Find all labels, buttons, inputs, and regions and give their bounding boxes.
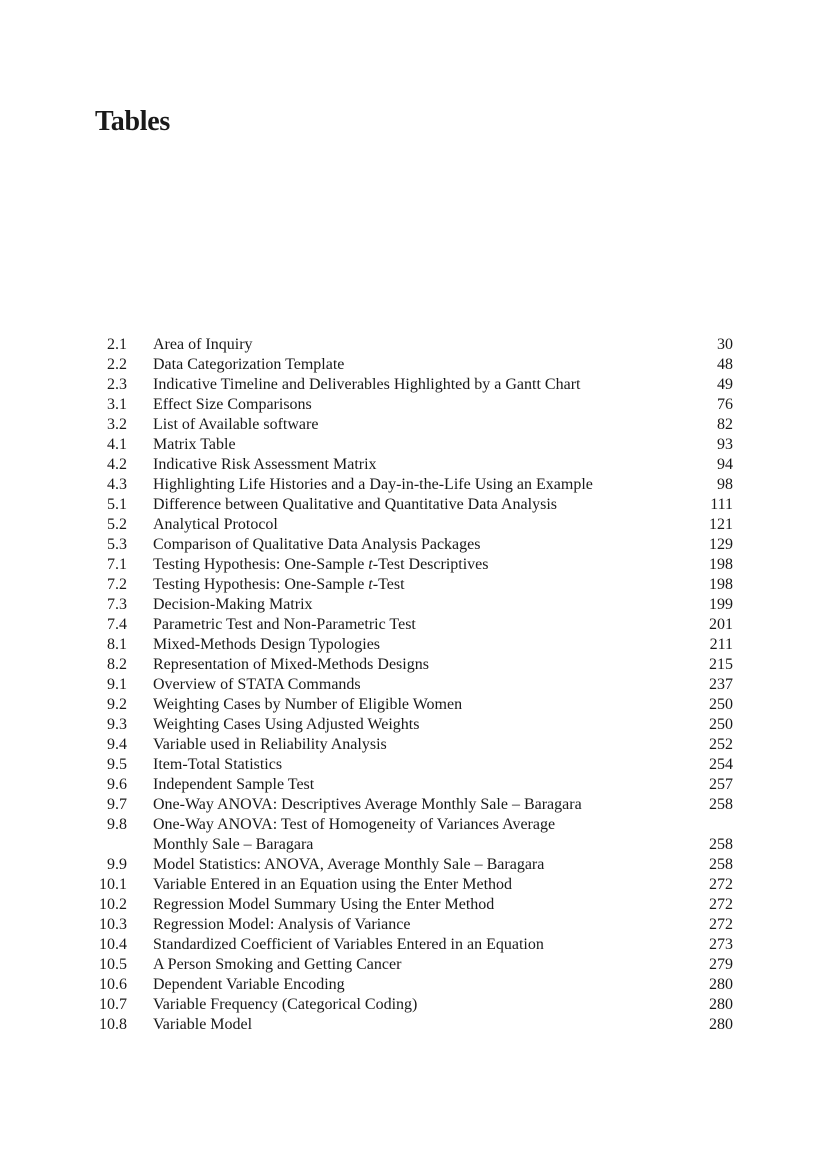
table-title: Indicative Risk Assessment Matrix: [153, 456, 377, 473]
table-title: Overview of STATA Commands: [153, 676, 361, 693]
table-number: 10.3: [99, 916, 127, 933]
table-number: 5.2: [107, 516, 127, 533]
table-title: Difference between Qualitative and Quantitative Data Analysis: [153, 496, 557, 513]
table-number: 9.8: [107, 816, 127, 833]
table-title: A Person Smoking and Getting Cancer: [153, 956, 402, 973]
list-item: [88, 415, 733, 435]
list-item: [88, 335, 733, 355]
list-item: [88, 935, 733, 955]
table-title: Data Categorization Template: [153, 356, 345, 373]
list-item: [88, 975, 733, 995]
table-number: 7.1: [107, 556, 127, 573]
list-item: [88, 515, 733, 535]
table-number: 5.1: [107, 496, 127, 513]
list-item: [88, 795, 733, 815]
table-number: 10.8: [99, 1016, 127, 1033]
page-number: 272: [709, 916, 733, 933]
table-title: Variable Model: [153, 1016, 253, 1033]
page-title: Tables: [95, 106, 170, 137]
table-title: Testing Hypothesis: One-Sample t-Test: [153, 576, 405, 593]
list-item: [88, 355, 733, 375]
page-number: 111: [710, 496, 733, 513]
list-item: [88, 675, 733, 695]
page-number: 254: [709, 756, 733, 773]
list-item: [88, 535, 733, 555]
table-list: [88, 335, 733, 1035]
list-item: [88, 615, 733, 635]
table-number: 10.2: [99, 896, 127, 913]
list-item: [88, 635, 733, 655]
page-number: 258: [709, 836, 733, 853]
page-number: 252: [709, 736, 733, 753]
list-item: [88, 775, 733, 795]
page-number: 30: [717, 336, 733, 353]
table-number: 9.1: [107, 676, 127, 693]
list-item: [88, 855, 733, 875]
table-title: Testing Hypothesis: One-Sample t-Test Descriptives: [153, 556, 489, 573]
table-number: 9.3: [107, 716, 127, 733]
table-title: Variable Frequency (Categorical Coding): [153, 996, 418, 1013]
table-number: 9.5: [107, 756, 127, 773]
list-item: [88, 375, 733, 395]
page-number: 215: [709, 656, 733, 673]
table-title: Dependent Variable Encoding: [153, 976, 345, 993]
list-item: [88, 435, 733, 455]
table-title: Decision-Making Matrix: [153, 596, 313, 613]
table-title: Analytical Protocol: [153, 516, 278, 533]
table-title: Mixed-Methods Design Typologies: [153, 636, 381, 653]
page-number: 211: [709, 636, 733, 653]
table-number: 10.6: [99, 976, 127, 993]
table-number: 10.1: [99, 876, 127, 893]
list-item: [88, 395, 733, 415]
table-title: Matrix Table: [153, 436, 236, 453]
table-number: 8.2: [107, 656, 127, 673]
table-title: Regression Model: Analysis of Variance: [153, 916, 411, 933]
table-number: 2.3: [107, 376, 127, 393]
page-number: 258: [709, 856, 733, 873]
list-item: [88, 495, 733, 515]
page-number: 201: [709, 616, 733, 633]
table-number: 9.9: [107, 856, 127, 873]
page-number: 121: [709, 516, 733, 533]
list-item: [88, 695, 733, 715]
table-title: One-Way ANOVA: Descriptives Average Monthly Sale – Baragara: [153, 796, 582, 813]
table-title: Weighting Cases Using Adjusted Weights: [153, 716, 420, 733]
table-number: 4.3: [107, 476, 127, 493]
table-number: 4.1: [107, 436, 127, 453]
table-number: 7.4: [107, 616, 127, 633]
page-number: 198: [709, 556, 733, 573]
list-item: [88, 595, 733, 615]
table-number: 9.4: [107, 736, 127, 753]
list-item: [88, 715, 733, 735]
table-title: One-Way ANOVA: Test of Homogeneity of Variances Average Monthly Sale – Baragara: [153, 816, 556, 853]
table-number: 4.2: [107, 456, 127, 473]
page-number: 280: [709, 1016, 733, 1033]
table-number: 10.7: [99, 996, 127, 1013]
page-number: 198: [709, 576, 733, 593]
table-number: 3.2: [107, 416, 127, 433]
table-title: Indicative Timeline and Deliverables Highlighted by a Gantt Chart: [153, 376, 581, 393]
page-number: 280: [709, 996, 733, 1013]
table-title: Variable used in Reliability Analysis: [153, 736, 387, 753]
page-number: 250: [709, 716, 733, 733]
table-number: 9.7: [107, 796, 127, 813]
list-item: [88, 555, 733, 575]
list-item: [88, 575, 733, 595]
page-number: 280: [709, 976, 733, 993]
page-number: 49: [717, 376, 733, 393]
table-number: 9.6: [107, 776, 127, 793]
table-title: Comparison of Qualitative Data Analysis Packages: [153, 536, 481, 553]
table-number: 10.5: [99, 956, 127, 973]
list-item: [88, 955, 733, 975]
list-item: [88, 1015, 733, 1035]
table-title: Item-Total Statistics: [153, 756, 283, 773]
page-number: 257: [709, 776, 733, 793]
page-number: 129: [709, 536, 733, 553]
table-title: Regression Model Summary Using the Enter Method: [153, 896, 495, 913]
table-number: 2.1: [107, 336, 127, 353]
page-number: 272: [709, 876, 733, 893]
table-title: Effect Size Comparisons: [153, 396, 312, 413]
table-number: 3.1: [107, 396, 127, 413]
table-title: Highlighting Life Histories and a Day-in-the-Life Using an Example: [153, 476, 593, 493]
table-title: Variable Entered in an Equation using the Enter Method: [153, 876, 513, 893]
page-number: 48: [717, 356, 733, 373]
table-title: Model Statistics: ANOVA, Average Monthly Sale – Baragara: [153, 856, 545, 873]
page-number: 93: [717, 436, 733, 453]
page-number: 98: [717, 476, 733, 493]
table-number: 7.2: [107, 576, 127, 593]
list-item: [88, 895, 733, 915]
page-number: 237: [709, 676, 733, 693]
list-item: [88, 915, 733, 935]
list-item: [88, 995, 733, 1015]
table-number: 5.3: [107, 536, 127, 553]
table-title: Area of Inquiry: [153, 336, 253, 353]
list-item: [88, 455, 733, 475]
table-number: 10.4: [99, 936, 127, 953]
page-number: 273: [709, 936, 733, 953]
page-number: 199: [709, 596, 733, 613]
page-number: 82: [717, 416, 733, 433]
table-number: 9.2: [107, 696, 127, 713]
list-item: [88, 875, 733, 895]
list-item: [88, 655, 733, 675]
table-number: 7.3: [107, 596, 127, 613]
table-number: 2.2: [107, 356, 127, 373]
list-item: [88, 755, 733, 775]
page-number: 258: [709, 796, 733, 813]
list-item: [88, 735, 733, 755]
page-number: 279: [709, 956, 733, 973]
list-item: [88, 475, 733, 495]
table-title: Weighting Cases by Number of Eligible Women: [153, 696, 463, 713]
table-title: Standardized Coefficient of Variables Entered in an Equation: [153, 936, 544, 953]
page-number: 250: [709, 696, 733, 713]
table-title: Representation of Mixed-Methods Designs: [153, 656, 429, 673]
table-title: List of Available software: [153, 416, 319, 433]
page-number: 272: [709, 896, 733, 913]
page-number: 76: [717, 396, 733, 413]
table-number: 8.1: [107, 636, 127, 653]
table-title: Parametric Test and Non-Parametric Test: [153, 616, 416, 633]
list-item: [88, 815, 733, 855]
page-number: 94: [717, 456, 733, 473]
table-title: Independent Sample Test: [153, 776, 315, 793]
